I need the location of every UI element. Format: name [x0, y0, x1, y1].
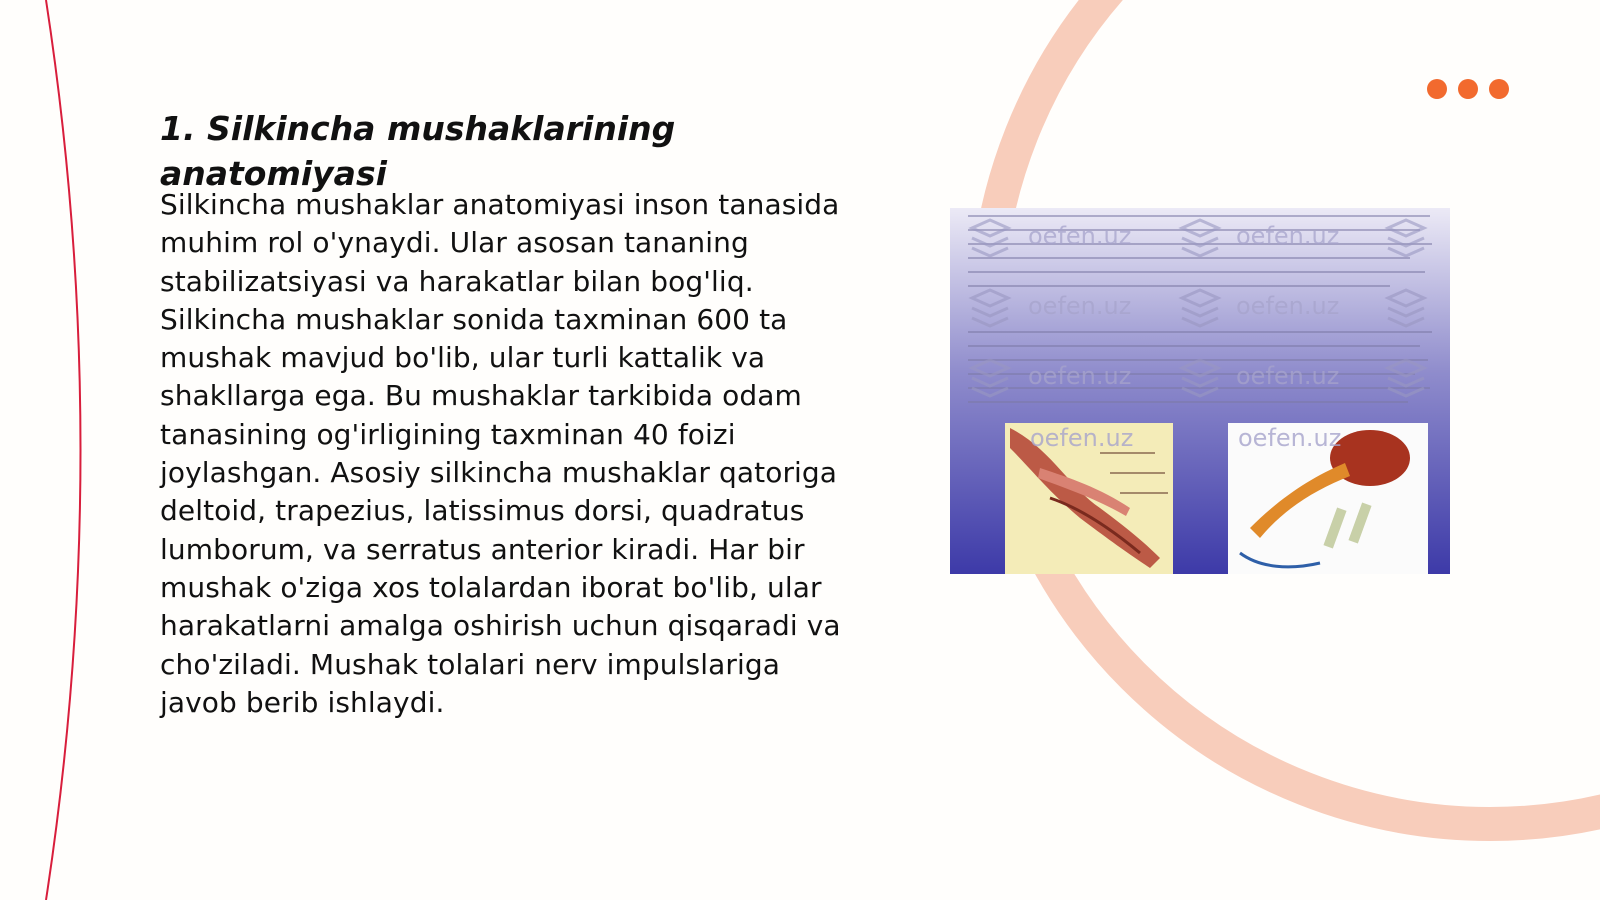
watermark-text: oefen.uz	[1236, 362, 1340, 390]
three-dots-icon	[1427, 79, 1509, 99]
left-accent-line	[46, 0, 81, 900]
watermark-text: oefen.uz	[1238, 424, 1342, 452]
watermark-text: oefen.uz	[1236, 292, 1340, 320]
watermark-text: oefen.uz	[1028, 222, 1132, 250]
watermark-text: oefen.uz	[1236, 222, 1340, 250]
slide-title: 1. Silkincha mushaklarining anatomiyasi	[160, 109, 676, 193]
dot-icon	[1427, 79, 1447, 99]
image-graphic	[950, 208, 1450, 574]
watermark-text: oefen.uz	[1028, 362, 1132, 390]
watermark-text: oefen.uz	[1030, 424, 1134, 452]
slide-body-text: Silkincha mushaklar anatomiyasi inson tanasida muhim rol o'ynaydi. Ular asosan tananing stabilizatsiyasi va harakatlar bilan bog'liq. Silkincha mushaklar sonida taxminan 600 ta mushak mavjud bo'lib, ular turli kattalik va shakllarga ega. Bu mushaklar tarkibida odam tanasining og'irligining taxminan 40 foizi joylashgan. Asosiy silkincha mushaklar qatoriga deltoid, trapezius, latissimus dorsi, quadratus lumborum, va serratus anterior kiradi. Har bir mushak o'ziga xos tolalardan iborat bo'lib, ular harakatlarni amalga oshirish uchun qisqaradi va cho'ziladi. Mushak tolalari nerv impulslariga javob berib ishlaydi.	[160, 188, 841, 719]
dot-icon	[1458, 79, 1478, 99]
watermark-text: oefen.uz	[1028, 292, 1132, 320]
muscle-anatomy-image	[950, 208, 1450, 574]
dot-icon	[1489, 79, 1509, 99]
